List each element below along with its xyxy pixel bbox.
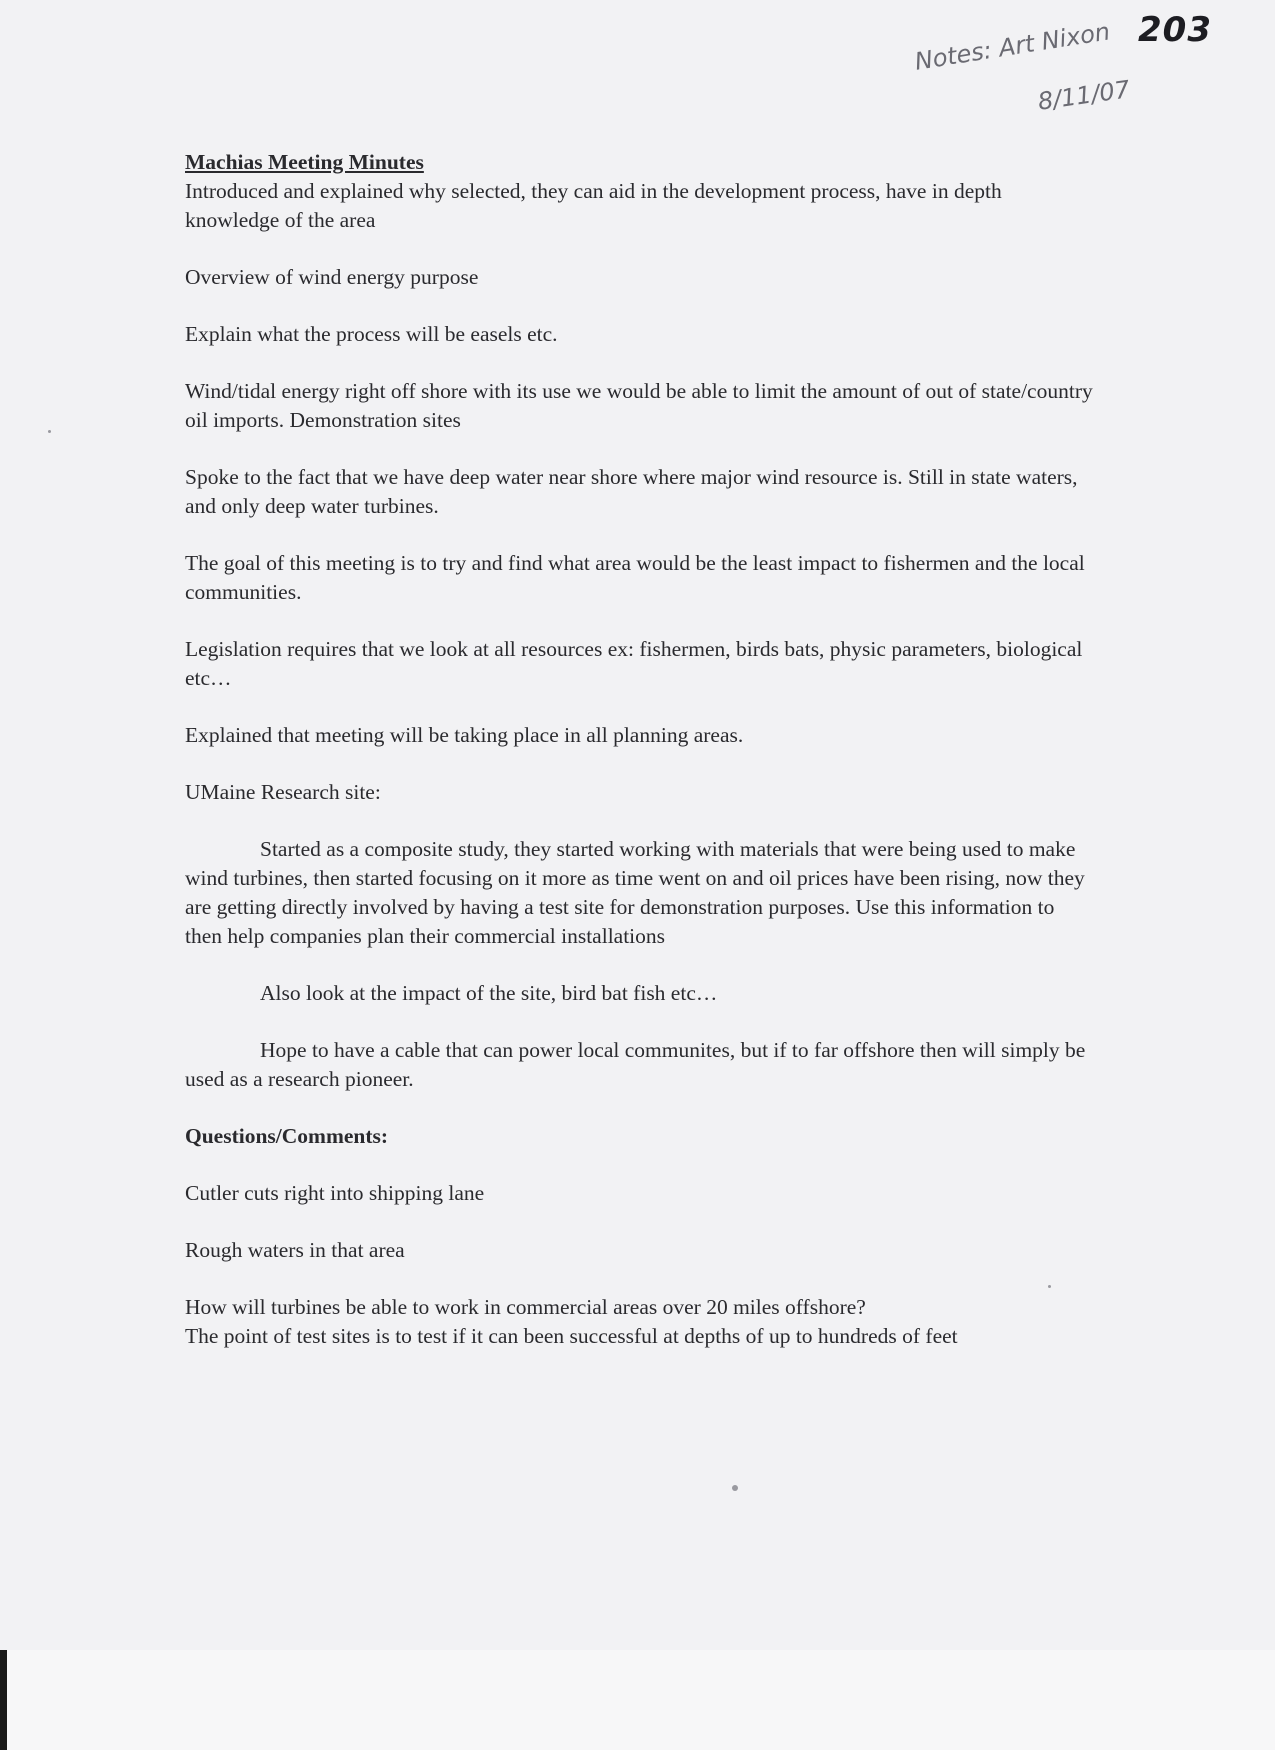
- paragraph-intro: Introduced and explained why selected, they can aid in the development process, have in depth knowledge of the area: [185, 179, 1002, 232]
- paragraph-legislation: Legislation requires that we look at all resources ex: fishermen, birds bats, physic parameters, biological etc…: [185, 637, 1083, 690]
- question-turbines-offshore: How will turbines be able to work in commercial areas over 20 miles offshore?: [185, 1295, 866, 1319]
- paragraph-site-impact: Also look at the impact of the site, bird bat fish etc…: [260, 981, 718, 1005]
- paragraph-deep-water: Spoke to the fact that we have deep water near shore where major wind resource is. Still in state waters, and only deep water turbines.: [185, 465, 1078, 518]
- scan-speck: [732, 1485, 738, 1491]
- paragraph-process: Explain what the process will be easels etc.: [185, 322, 558, 346]
- page-number: 203: [1138, 10, 1212, 50]
- paragraph-overview: Overview of wind energy purpose: [185, 265, 479, 289]
- paragraph-umaine-heading: UMaine Research site:: [185, 780, 381, 804]
- paragraph-composite-study: Started as a composite study, they started working with materials that were being used to make wind turbines, then started focusing on it more as time went on and oil prices have been rising, now they are getting directly involved by having a test site for demonstration purposes. Use this information to then help companies plan their commercial installations: [185, 837, 1085, 948]
- paragraph-cable: Hope to have a cable that can power local communites, but if to far offshore then will simply be used as a research pioneer.: [185, 1038, 1086, 1091]
- scan-speck: [48, 430, 51, 433]
- paragraph-wind-tidal: Wind/tidal energy right off shore with its use we would be able to limit the amount of out of state/country oil imports. Demonstration sites: [185, 379, 1093, 432]
- scan-bottom-band: [0, 1650, 1275, 1750]
- question-cutler: Cutler cuts right into shipping lane: [185, 1181, 485, 1205]
- scan-speck: [1048, 1285, 1051, 1288]
- answer-test-sites: The point of test sites is to test if it can been successful at depths of up to hundreds of feet: [185, 1324, 958, 1348]
- question-rough-waters: Rough waters in that area: [185, 1238, 405, 1262]
- paragraph-goal: The goal of this meeting is to try and find what area would be the least impact to fishermen and the local communities.: [185, 551, 1085, 604]
- paragraph-planning-areas: Explained that meeting will be taking place in all planning areas.: [185, 723, 744, 747]
- handwritten-note-author: Notes: Art Nixon: [912, 17, 1112, 76]
- scan-edge-shadow: [0, 1650, 7, 1750]
- questions-heading: Questions/Comments:: [185, 1124, 389, 1148]
- document-body: [185, 148, 1095, 1379]
- handwritten-note-date: 8/11/07: [1036, 75, 1132, 116]
- document-title: Machias Meeting Minutes: [185, 150, 424, 174]
